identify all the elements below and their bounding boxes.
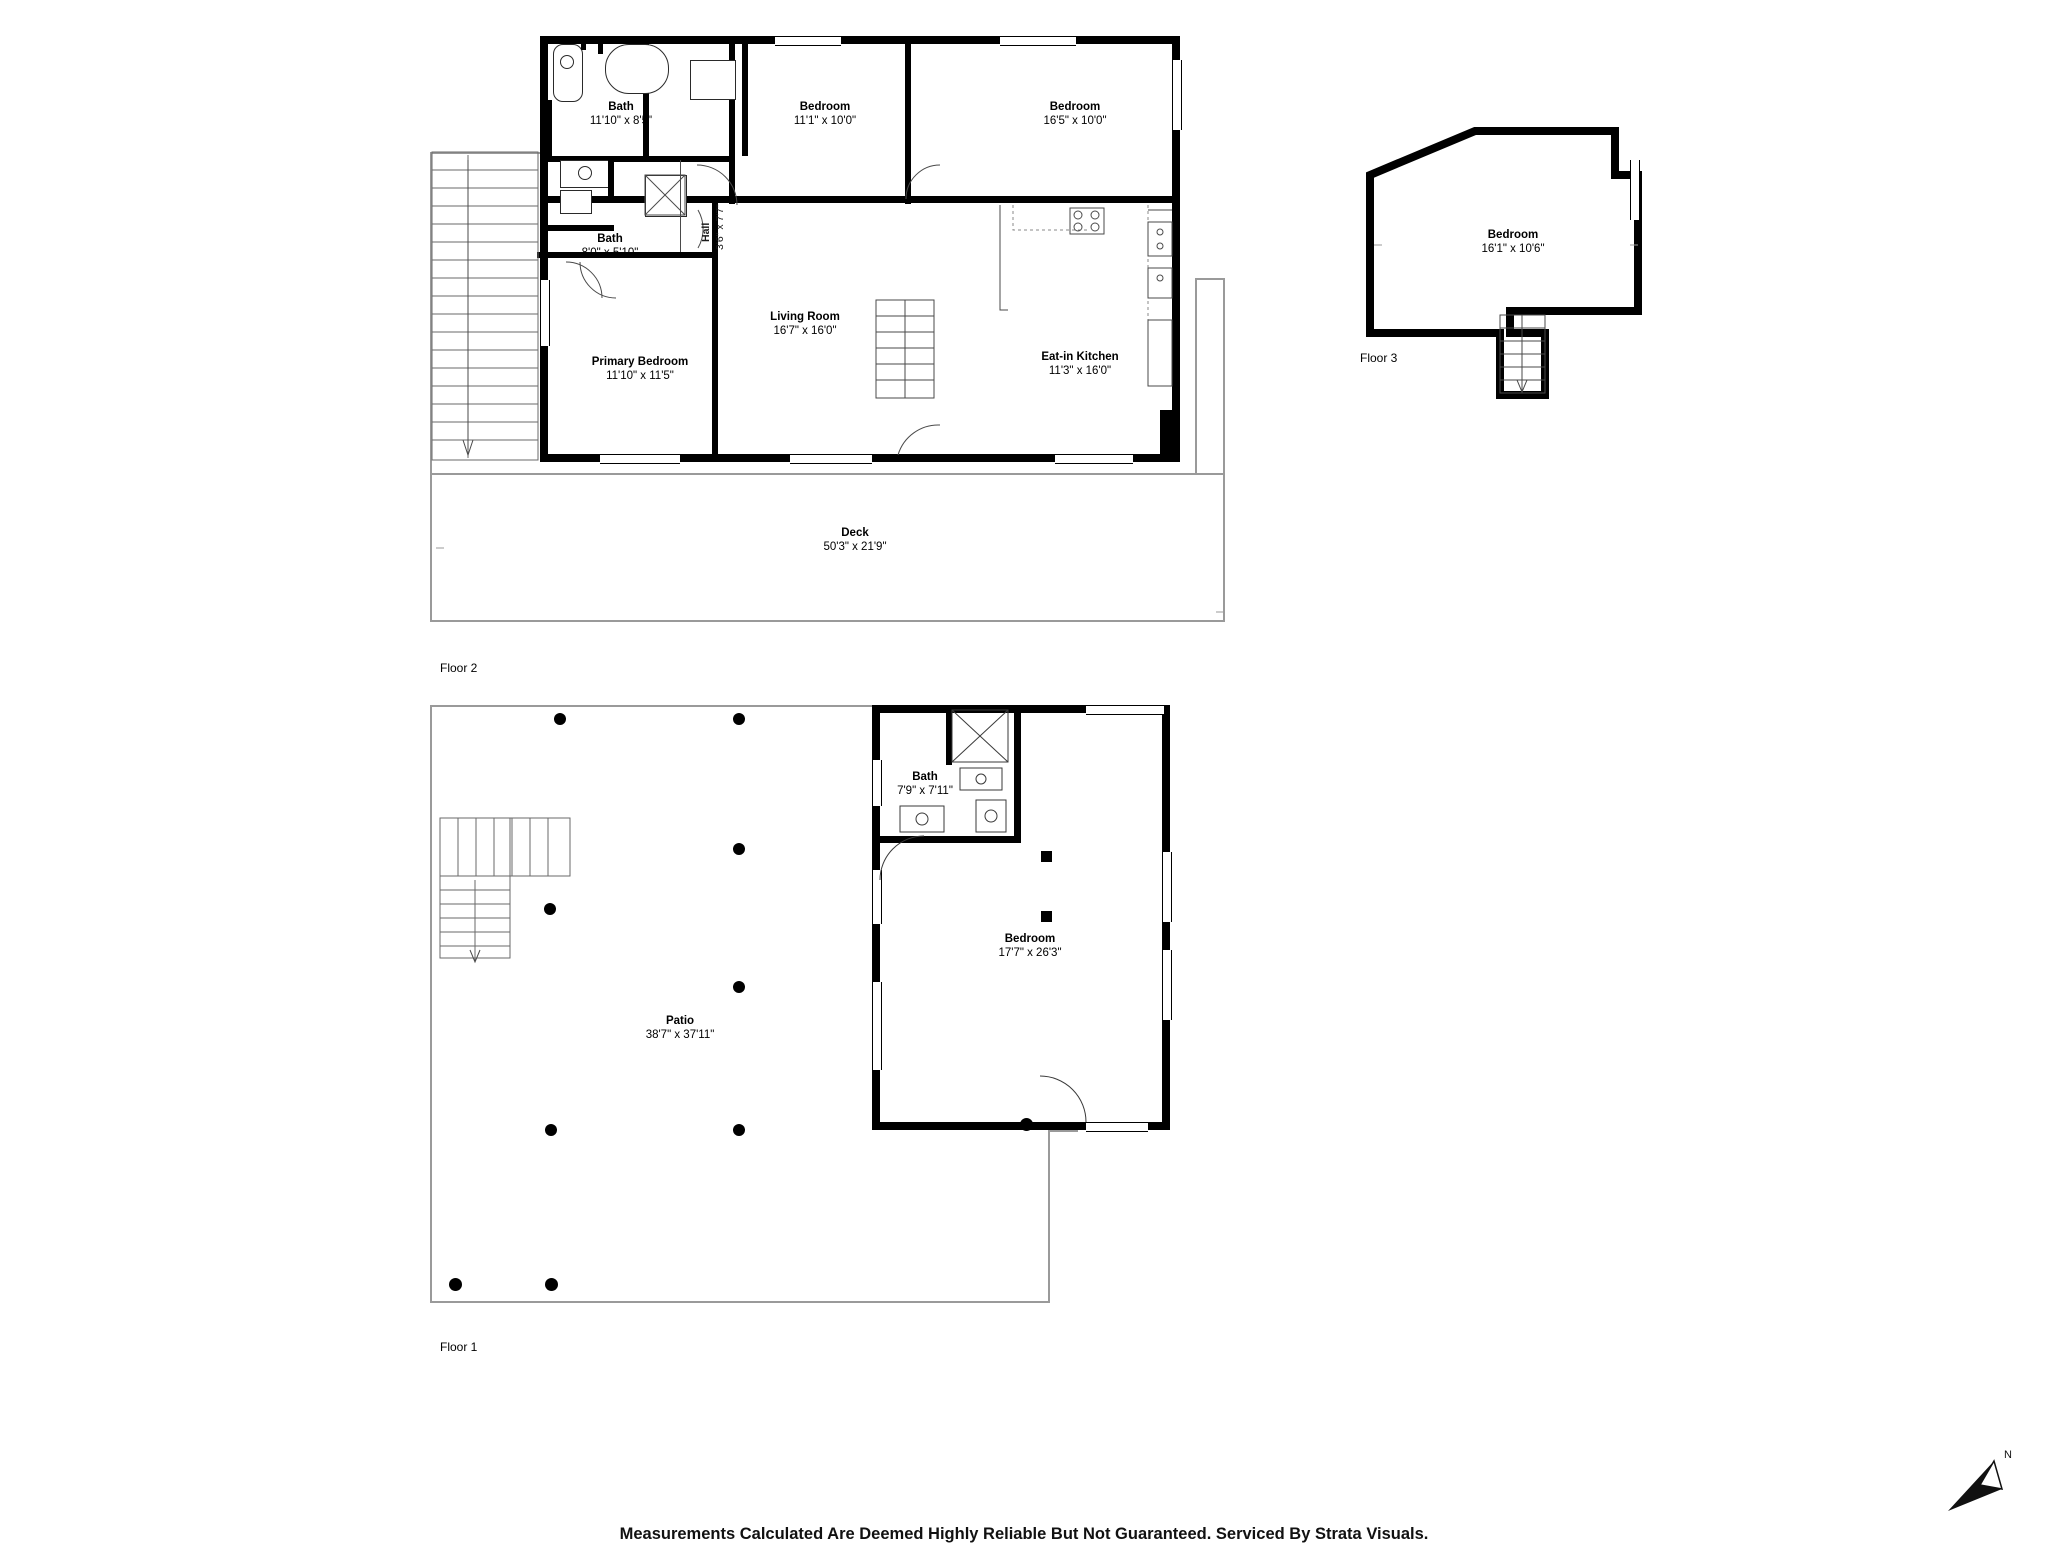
patio-post: [733, 981, 745, 993]
patio-post: [733, 1124, 745, 1136]
interior-post: [1041, 851, 1052, 862]
floor2-wall-interior-k: [905, 36, 911, 204]
deck-outline-right: [1223, 278, 1225, 621]
patio-post: [1020, 1118, 1033, 1131]
patio-post: [449, 1278, 462, 1291]
bathtub-fixture: [553, 44, 583, 102]
floor2-wall-interior-f: [648, 156, 734, 162]
room-label-bath-upper: Bath 11'10" x 8'5": [589, 101, 653, 128]
window-mark: [872, 982, 882, 1070]
patio-outline-right-lower: [1048, 1130, 1050, 1302]
deck-outline-top: [430, 473, 1225, 475]
window-mark: [600, 454, 680, 464]
floor1-wall-bath-east: [1014, 705, 1021, 843]
patio-outline-left: [430, 705, 432, 1303]
deck-outline-left-upper: [430, 152, 432, 474]
room-label-eat-in-kitchen: Eat-in Kitchen 11'3" x 16'0": [1041, 351, 1119, 378]
shower-fixture: [690, 60, 736, 100]
patio-post: [545, 1124, 557, 1136]
hall-edge-line: [680, 160, 681, 252]
window-mark: [1055, 454, 1133, 464]
window-mark: [790, 454, 872, 464]
room-label-bedroom-1: Bedroom 11'1" x 10'0": [793, 101, 857, 128]
deck-outline-notch-v: [1195, 278, 1197, 474]
room-label-hall-dim: 3'6" x 7'7": [714, 204, 726, 250]
room-label-bedroom-2: Bedroom 16'5" x 10'0": [1043, 101, 1107, 128]
deck-outline-left: [430, 473, 432, 621]
floor2-wall-north: [540, 36, 1180, 44]
disclaimer-text: Measurements Calculated Are Deemed Highly Reliable But Not Guaranteed. Serviced By Strata Visuals.: [619, 1525, 1429, 1543]
patio-post: [554, 713, 566, 725]
room-label-deck: Deck 50'3" x 21'9": [823, 527, 887, 554]
room-label-floor1-bath: Bath 7'9" x 7'11": [897, 771, 953, 798]
deck-outline-notch: [1195, 278, 1225, 280]
window-mark: [1162, 950, 1172, 1020]
room-label-patio: Patio 38'7" x 37'11": [645, 1015, 715, 1042]
window-mark: [1000, 36, 1076, 46]
window-mark: [775, 36, 841, 46]
compass-north-label: N: [2004, 1449, 2012, 1461]
floor2-wall-bath-n2: [598, 36, 603, 54]
window-mark: [1086, 1122, 1148, 1132]
floor-label-floor-3: Floor 3: [1360, 351, 1398, 365]
floor2-wall-interior-b: [735, 196, 1180, 203]
floor1-wall-bath-div: [946, 705, 952, 765]
floor2-wall-bath-n1: [581, 36, 586, 50]
sink-basin-icon: [578, 166, 592, 180]
deck-outline-top-left: [430, 152, 540, 154]
patio-post: [733, 843, 745, 855]
floor2-wall-bath2-s: [546, 225, 614, 231]
compass-icon: [1940, 1455, 2010, 1517]
floor-label-floor-1: Floor 1: [440, 1340, 478, 1354]
interior-post: [1041, 911, 1052, 922]
patio-post: [733, 713, 745, 725]
room-label-living-room: Living Room 16'7" x 16'0": [770, 311, 840, 338]
room-label-hall: Hall: [700, 222, 712, 242]
bathtub-drain-icon: [560, 55, 574, 69]
window-mark: [1162, 852, 1172, 922]
floor2-wall-bath-w: [540, 100, 552, 162]
window-mark: [1086, 705, 1164, 715]
room-label-primary-bedroom: Primary Bedroom 11'10" x 11'5": [591, 356, 689, 383]
compass-rose: [1940, 1449, 2012, 1517]
room-label-floor3-bedroom: Bedroom 16'1" x 10'6": [1481, 229, 1545, 256]
floor-label-floor-2: Floor 2: [440, 661, 478, 675]
floor2-wall-column: [1160, 410, 1180, 456]
patio-post: [545, 1278, 558, 1291]
floor2-wall-bath2-e: [608, 156, 614, 202]
patio-post: [544, 903, 556, 915]
patio-outline-bottom: [430, 1301, 1050, 1303]
floor1-wall-bath-south: [872, 836, 1020, 843]
room-label-floor1-bedroom: Bedroom 17'7" x 26'3": [998, 933, 1062, 960]
floor2-wall-interior-j: [742, 36, 748, 156]
window-mark: [1630, 160, 1640, 220]
window-mark: [1172, 60, 1182, 130]
room-label-bath-lower: Bath 8'0" x 5'10": [581, 233, 639, 260]
patio-outline-step: [1048, 1130, 1078, 1132]
window-mark: [540, 280, 550, 346]
soaking-tub-fixture: [605, 44, 669, 94]
window-mark: [872, 870, 882, 924]
deck-outline-bottom: [430, 620, 1225, 622]
toilet-fixture: [560, 190, 592, 214]
